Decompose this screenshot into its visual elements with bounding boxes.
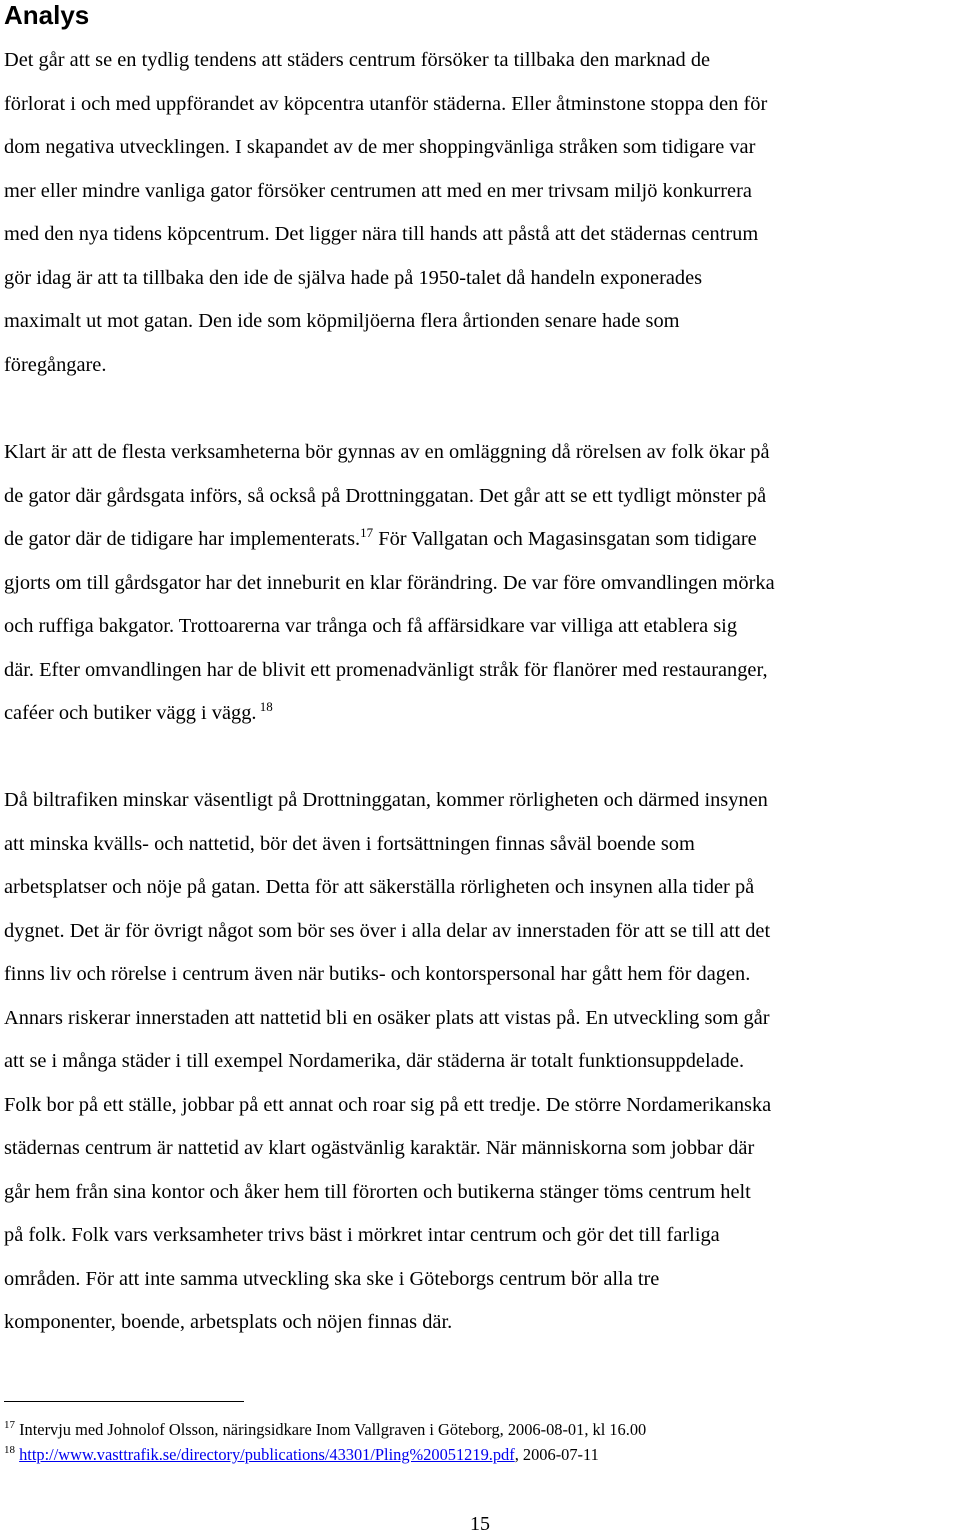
text-line xyxy=(4,1214,959,1258)
text-run: maximalt ut mot gatan. Den ide som köpmiljöerna flera årtionden senare hade som xyxy=(4,310,680,332)
text-line xyxy=(4,1127,959,1171)
text-run: att minska kvälls- och nattetid, bör det även i fortsättningen finnas såväl boende som xyxy=(4,832,695,855)
text-run: komponenter, boende, arbetsplats och nöjen finnas där. xyxy=(4,1311,453,1333)
text-line xyxy=(4,1301,959,1345)
text-line xyxy=(4,475,959,519)
footnote-17 xyxy=(4,1420,646,1440)
text-line xyxy=(4,300,959,344)
text-line xyxy=(4,257,959,301)
footnote-text: Intervju med Johnolof Olsson, näringsidkare Inom Vallgraven i Göteborg, 2006-08-01, kl 16.00 xyxy=(15,1420,647,1439)
text-run: caféer och butiker vägg i vägg. xyxy=(4,702,257,724)
footnote-marker: 17 xyxy=(4,1419,15,1431)
text-line xyxy=(4,126,959,170)
text-run: med den nya tidens köpcentrum. Det ligger nära till hands att påstå att det städernas centrum xyxy=(4,223,759,245)
footnote-reference: 18 xyxy=(256,699,273,714)
footnote-18 xyxy=(4,1445,599,1465)
text-run: går hem från sina kontor och åker hem till förorten och butikerna stänger töms centrum helt xyxy=(4,1180,751,1203)
text-run: gjorts om till gårdsgator har det inneburit en klar förändring. De var före omvandlingen mörka xyxy=(4,571,775,594)
text-run: arbetsplatser och nöje på gatan. Detta för att säkerställa rörligheten och insynen alla tider på xyxy=(4,876,755,898)
text-line xyxy=(4,518,959,562)
text-run: Folk bor på ett ställe, jobbar på ett annat och roar sig på ett tredje. De större Nordamerikanska xyxy=(4,1093,772,1116)
paragraph-3 xyxy=(4,779,959,1345)
text-line xyxy=(4,1258,959,1302)
text-line xyxy=(4,605,959,649)
paragraph-1 xyxy=(4,39,959,387)
text-run: de gator där de tidigare har implementerats. xyxy=(4,528,361,550)
text-run: de gator där gårdsgata införs, så också på Drottninggatan. Det går att se ett tydligt mönster på xyxy=(4,484,767,507)
text-run: förlorat i och med uppförandet av köpcentra utanför städerna. Eller åtminstone stoppa den för xyxy=(4,92,768,115)
footnote-separator xyxy=(4,1401,244,1402)
footnote-text: , 2006-07-11 xyxy=(514,1445,599,1464)
text-line xyxy=(4,1171,959,1215)
text-line xyxy=(4,562,959,606)
text-run: finns liv och rörelse i centrum även när butiks- och kontorspersonal har gått hem för dagen. xyxy=(4,963,751,985)
text-run: dygnet. Det är för övrigt något som bör ses över i alla delar av innerstaden för att se till att det xyxy=(4,919,771,942)
text-line xyxy=(4,953,959,997)
text-run: där. Efter omvandlingen har de blivit ett promenadvänligt stråk för flanörer med restauranger, xyxy=(4,658,768,681)
paragraph-2 xyxy=(4,431,959,736)
text-run: Klart är att de flesta verksamheterna bör gynnas av en omläggning då rörelsen av folk ökar på xyxy=(4,441,770,463)
text-line xyxy=(4,649,959,693)
text-run: städernas centrum är nattetid av klart ogästvänlig karaktär. När människorna som jobbar där xyxy=(4,1137,755,1159)
text-line xyxy=(4,344,959,388)
footnote-link[interactable]: http://www.vasttrafik.se/directory/publications/43301/Pling%20051219.pdf xyxy=(19,1445,515,1464)
text-run: föregångare. xyxy=(4,353,107,376)
text-run: Det går att se en tydlig tendens att städers centrum försöker ta tillbaka den marknad de xyxy=(4,49,711,71)
text-run: Annars riskerar innerstaden att nattetid bli en osäker plats att vistas på. En utveckling som går xyxy=(4,1006,770,1029)
text-line xyxy=(4,910,959,954)
text-run: på folk. Folk vars verksamheter trivs bäst i mörkret intar centrum och gör det till farliga xyxy=(4,1224,720,1246)
text-line xyxy=(4,1040,959,1084)
text-line xyxy=(4,823,959,867)
text-line xyxy=(4,39,959,83)
text-line xyxy=(4,83,959,127)
footnote-marker: 18 xyxy=(4,1444,15,1456)
text-line xyxy=(4,213,959,257)
text-run: och ruffiga bakgator. Trottoarerna var trånga och få affärsidkare var villiga att etablera sig xyxy=(4,615,738,637)
text-run: mer eller mindre vanliga gator försöker centrumen att med en mer trivsam miljö konkurrera xyxy=(4,179,752,202)
page-number: 15 xyxy=(470,1513,490,1535)
text-line xyxy=(4,997,959,1041)
text-line xyxy=(4,866,959,910)
text-line xyxy=(4,170,959,214)
text-run: områden. För att inte samma utveckling ska ske i Göteborgs centrum bör alla tre xyxy=(4,1267,660,1290)
text-run: gör idag är att ta tillbaka den ide de själva hade på 1950-talet då handeln exponerades xyxy=(4,266,703,289)
text-line xyxy=(4,1084,959,1128)
text-run: För Vallgatan och Magasinsgatan som tidigare xyxy=(373,528,757,550)
text-run: Då biltrafiken minskar väsentligt på Drottninggatan, kommer rörligheten och därmed insynen xyxy=(4,789,768,811)
text-line xyxy=(4,779,959,823)
text-run: dom negativa utvecklingen. I skapandet av de mer shoppingvänliga stråken som tidigare var xyxy=(4,136,756,158)
text-line xyxy=(4,431,959,475)
text-run: att se i många städer i till exempel Nordamerika, där städerna är totalt funktionsuppdelade. xyxy=(4,1050,745,1072)
text-line xyxy=(4,692,959,736)
footnote-reference: 17 xyxy=(360,525,374,540)
section-heading: Analys xyxy=(4,0,90,30)
